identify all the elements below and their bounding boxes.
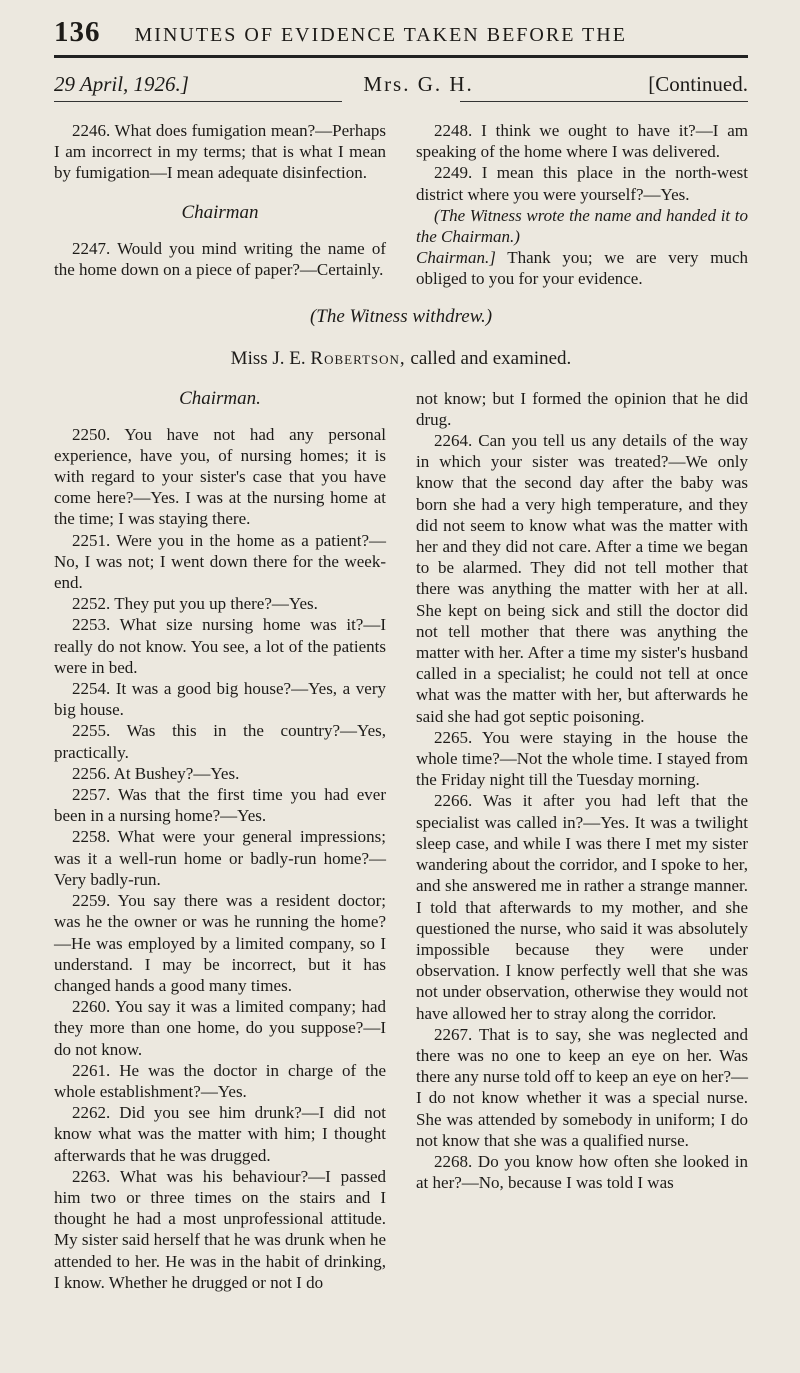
page-number: 136 <box>54 16 101 48</box>
question-2252: 2252. They put you up there?—Yes. <box>72 594 318 614</box>
sitting-date: 29 April, 1926.] <box>54 72 189 96</box>
witness-initials: Miss J. E. <box>230 347 306 369</box>
question-2251: 2251. Were you in the home as a patient?—No, I was not; I went down there for the week-end. <box>54 530 386 593</box>
witness-name: Mrs. G. H. <box>363 72 474 96</box>
section-two-left-column <box>54 388 386 1293</box>
question-2258: 2258. What were your general impressions; was it a well-run home or badly-run home?—Very badly-run. <box>54 827 386 889</box>
question-2260: 2260. You say it was a limited company; had they more than one home, do you suppose?—I do not know. <box>54 997 386 1059</box>
section-two <box>54 388 748 1293</box>
question-2267: 2267. That is to say, she was neglected and there was no one to keep an eye on her. Was there any nurse told off to keep an eye on her?—I do not know whether it was a special nurse. She was attended by somebody in uniform; I do not know that she was a qualified nurse. <box>416 1024 749 1150</box>
question-2266: 2266. Was it after you had left that the specialist was called in?—Yes. It was a twilight sleep case, and while I was there I met my sister wandering about the corridor, and I spoke to her, and she answered me in rather a strange manner. I told that afterwards to my mother, and she questioned the nurse, who said it was absolutely impossible because they were under observation. I know perfectly well that she was not under observation, otherwise they would not have allowed her to stray along the corridor. <box>416 791 748 1023</box>
stage-direction-paragraph <box>416 205 748 290</box>
question-2247: 2247. Would you mind writing the name of the home down on a piece of paper?—Certainly. <box>54 238 386 279</box>
question-2249: 2249. I mean this place in the north-west district where you were yourself?—Yes. <box>416 163 748 204</box>
header-rule <box>54 55 748 58</box>
speaker-lead: Chairman.] <box>416 248 496 268</box>
speaker-heading-chairman: Chairman. <box>179 387 261 409</box>
witness-surname: Robertson, <box>310 347 406 369</box>
called-examined: called and examined. <box>410 347 572 369</box>
question-2268: 2268. Do you know how often she looked in at her?—No, because I was told I was <box>416 1151 748 1193</box>
continued-label: [Continued. <box>648 72 748 96</box>
question-2253: 2253. What size nursing home was it?—I really do not know. You see, a lot of the patients were in bed. <box>54 615 386 677</box>
question-2256: 2256. At Bushey?—Yes. <box>72 763 240 783</box>
question-2261: 2261. He was the doctor in charge of the whole establishment?—Yes. <box>54 1060 386 1101</box>
witness-withdrew: (The Witness withdrew.) <box>309 305 493 327</box>
section-one <box>54 120 748 290</box>
section-one-right-column <box>416 120 748 290</box>
question-2263: 2263. What was his behaviour?—I passed him two or three times on the stairs and I thought he had a most unprofessional attitude. My sister said herself that he was drunk when he attended to her. He was in the habit of drinking, I know. Whether he drugged or not I do <box>54 1166 386 1292</box>
witness-called <box>54 348 748 370</box>
question-2255: 2255. Was this in the country?—Yes, practically. <box>54 721 386 762</box>
question-2259: 2259. You say there was a resident doctor; was he the owner or was he running the home?—He was employed by a limited company, so I understand. I may be incorrect, but it has changed hands a good many times. <box>54 891 386 995</box>
question-2254: 2254. It was a good big house?—Yes, a very big house. <box>54 679 386 720</box>
question-2262: 2262. Did you see him drunk?—I did not know what was the matter with him; I thought afterwards that he was drugged. <box>54 1103 386 1165</box>
stage-direction: (The Witness wrote the name and handed it to the Chairman.) <box>416 205 748 247</box>
question-2248: 2248. I think we ought to have it?—I am speaking of the home where I was delivered. <box>416 121 748 162</box>
subheader <box>54 72 748 97</box>
running-title: MINUTES OF EVIDENCE TAKEN BEFORE THE <box>134 24 627 46</box>
closing-remark: Thank you; we are very much obliged to you for your evidence. <box>416 248 748 289</box>
section-two-right-column <box>416 388 748 1293</box>
answer-continuation: not know; but I formed the opinion that he did drug. <box>416 388 748 429</box>
running-head <box>54 16 748 49</box>
question-2246: 2246. What does fumigation mean?—Perhaps I am incorrect in my terms; that is what I mean by fumigation—I mean adequate disinfection. <box>54 121 386 183</box>
subheader-rules <box>54 101 748 102</box>
question-2265: 2265. You were staying in the house the whole time?—Not the whole time. I stayed from the Friday night till the Tuesday morning. <box>416 727 748 790</box>
speaker-heading-chairman: Chairman <box>181 201 259 223</box>
section-one-left-column <box>54 120 386 290</box>
question-2264: 2264. Can you tell us any details of the way in which your sister was treated?—We only know that the second day after the baby was born she had a very high temperature, and they did not seem to know what was the matter with her and they did not care. After a time we began to be alarmed. They did not tell mother that there was anything the matter with her at all. She kept on being sick and still the doctor did not tell mother that there was anything the matter with her. After a time my sister's husband called in a specialist; he could not tell at once what was the matter with her, but afterwards he said she had got septic poisoning. <box>416 431 748 726</box>
question-2257: 2257. Was that the first time you had ever been in a nursing home?—Yes. <box>54 785 386 826</box>
question-2250: 2250. You have not had any personal experience, have you, of nursing homes; it is with regard to your sister's case that you have come here?—Yes. I was at the nursing home at the time; I was staying there. <box>54 424 386 529</box>
